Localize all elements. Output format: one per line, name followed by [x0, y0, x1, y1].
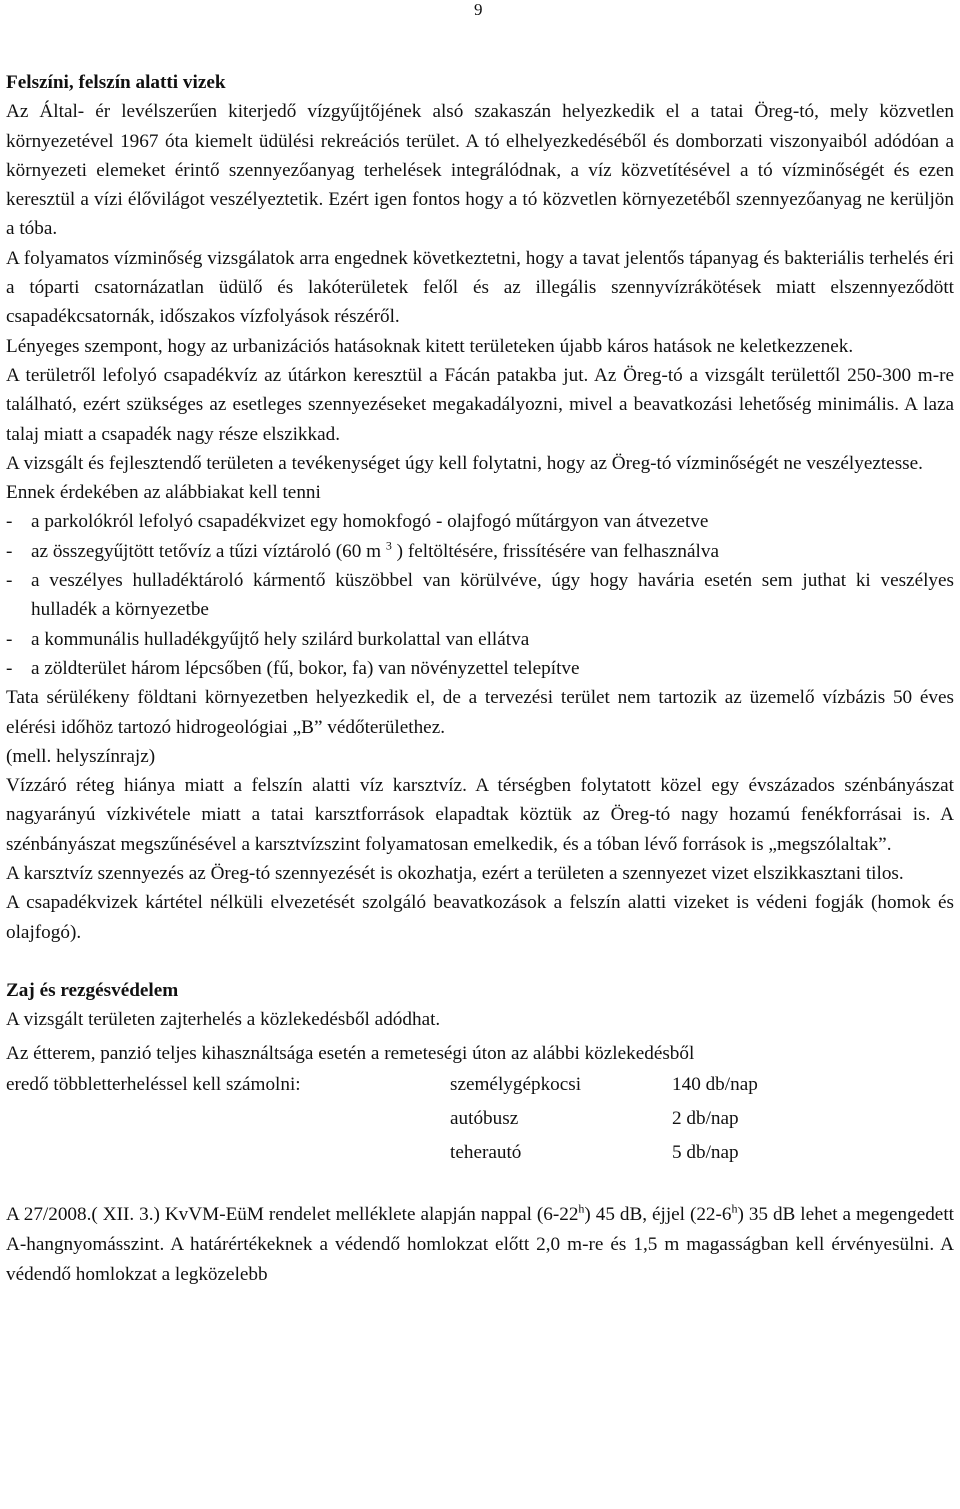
list-item-text-part: az összegyűjtött tetővíz a tűzi víztároló (60 m — [31, 540, 382, 562]
list-item — [6, 507, 954, 536]
list-item — [6, 654, 954, 683]
list-item — [6, 625, 954, 654]
paragraph: A vizsgált területen zajterhelés a közlekedésből adódhat. — [6, 1009, 441, 1031]
paragraph: Az étterem, panzió teljes kihasználtsága esetén a remeteségi úton az alábbi közlekedésből — [6, 1042, 695, 1064]
section-title-water: Felszíni, felszín alatti vizek — [6, 72, 226, 93]
paragraph: A folyamatos vízminőség vizsgálatok arra engednek következtetni, hogy a tavat jelentős tápanyag és bakteriális terhelés éri a tóparti csatornázatlan üdülő és lakóterületek felől és az illegális szennyvízrákötések miatt elszennyeződött csapadékcsatornák, időszakos vízfolyások részéről. — [6, 247, 954, 328]
measures-list — [6, 507, 954, 683]
vehicle-type: autóbusz — [450, 1108, 519, 1130]
paragraph: Vízzáró réteg hiánya miatt a felszín alatti víz karsztvíz. A térségben folytatott közel egy évszázados szénbányászat nagyarányú vízkivétele miatt a tatai karsztforrások elapadtak köztük az Öreg-tó nagy hozamú fenékforrásai is. A szénbányászat megszűnésével a karsztvízszint folyamatosan emelkedik, és a tóban lévő források is „megszólaltak”. — [6, 775, 954, 855]
regulation-text-part: ) 35 dB lehet a megengedett A-hangnyomásszint. A határértékeknek a védendő homlokzat előtt 2,0 m-re és 1,5 m magasságban kell érvényesülni. A védendő homlokzat a legközelebb — [6, 1203, 954, 1285]
dash-marker: - — [6, 657, 13, 679]
list-item-text: a parkolókról lefolyó csapadékvizet egy homokfogó - olajfogó műtárgyon van átvezetve — [31, 511, 709, 533]
list-item-text: a zöldterület három lépcsőben (fű, bokor, fa) van növényzettel telepítve — [31, 657, 580, 679]
paragraph: Ennek érdekében az alábbiakat kell tenni — [6, 482, 321, 504]
vehicle-count: 2 db/nap — [672, 1108, 739, 1130]
paragraph: A területről lefolyó csapadékvíz az útárkon keresztül a Fácán patakba jut. Az Öreg-tó a vizsgált területtől 250-300 m-re található, ezért szükséges az esetleges szennyezéseket megakadályozni, mivel a beavatkozási lehetőség minimális. A laza talaj miatt a csapadék nagy része elszikkad. — [6, 364, 954, 445]
section-spacer — [6, 1170, 954, 1200]
list-item-text — [31, 537, 954, 566]
list-item-text-part: ) feltöltésére, frissítésére van felhasználva — [396, 540, 719, 562]
paragraph: Lényeges szempont, hogy az urbanizációs hatásoknak kitett területeken újabb káros hatások ne keletkezzenek. — [6, 335, 854, 357]
section-title-noise: Zaj és rezgésvédelem — [6, 979, 179, 1001]
table-row — [6, 1068, 954, 1102]
list-item — [6, 566, 954, 625]
regulation-text-part: ) 45 dB, éjjel (22-6 — [584, 1203, 732, 1225]
list-item — [6, 537, 954, 566]
table-row — [6, 1136, 954, 1170]
superscript: h — [731, 1201, 738, 1216]
traffic-lead: eredő többletterheléssel kell számolni: — [6, 1074, 301, 1096]
dash-marker: - — [6, 570, 13, 592]
paragraph: Tata sérülékeny földtani környezetben helyezkedik el, de a tervezési terület nem tartozik az üzemelő vízbázis 50 éves elérési időhöz tartozó hidrogeológiai „B” védőterülethez. — [6, 687, 954, 738]
vehicle-type: személygépkocsi — [450, 1074, 582, 1096]
paragraph: Az Által- ér levélszerűen kiterjedő vízgyűjtőjének alsó szakaszán helyezkedik el a tatai Öreg-tó, mely közvetlen környezetével 1967 óta kiemelt üdülési rekreációs terület. A tó elhelyezkedéséből és domborzati viszonyaiból adódóan a környezeti elemeket érintő szennyezőanyag terhelések integrálódnak, a víz közvetítésével a tó vízminőségét és ezen keresztül a vízi élővilágot veszélyeztetik. Ezért igen fontos hogy a tó közvetlen környezetéből szennyezőanyag ne kerüljön a tóba. — [6, 101, 954, 240]
dash-marker: - — [6, 511, 13, 533]
list-item-text: a kommunális hulladékgyűjtő hely szilárd burkolattal van ellátva — [31, 628, 530, 650]
section-spacer — [6, 947, 954, 976]
vehicle-type: teherautó — [450, 1142, 522, 1164]
list-item-text: a veszélyes hulladéktároló kármentő küszöbbel van körülvéve, úgy hogy havária esetén sem juthat ki veszélyes hulladék a környezetbe — [31, 570, 954, 621]
superscript: 3 — [385, 538, 392, 553]
traffic-table — [6, 1068, 954, 1170]
paragraph: A csapadékvizek kártétel nélküli elvezetését szolgáló beavatkozások a felszín alatti vizeket is védeni fogják (homok és olajfogó). — [6, 892, 954, 943]
vehicle-count: 140 db/nap — [672, 1074, 758, 1096]
regulation-paragraph — [6, 1200, 954, 1290]
page-number: 9 — [474, 0, 483, 19]
paragraph: (mell. helyszínrajz) — [6, 745, 156, 767]
vehicle-count: 5 db/nap — [672, 1142, 739, 1164]
dash-marker: - — [6, 540, 13, 562]
document-body — [6, 68, 954, 1290]
paragraph: A karsztvíz szennyezés az Öreg-tó szennyezését is okozhatja, ezért a területen a szennyezet vizet elszikkasztani tilos. — [6, 863, 904, 885]
superscript: h — [578, 1201, 585, 1216]
regulation-text-part: A 27/2008.( XII. 3.) KvVM-EüM rendelet melléklete alapján nappal (6-22 — [6, 1203, 579, 1225]
table-row — [6, 1102, 954, 1136]
paragraph: A vizsgált és fejlesztendő területen a tevékenységet úgy kell folytatni, hogy az Öreg-tó vízminőségét ne veszélyeztesse. — [6, 452, 923, 474]
dash-marker: - — [6, 628, 13, 650]
